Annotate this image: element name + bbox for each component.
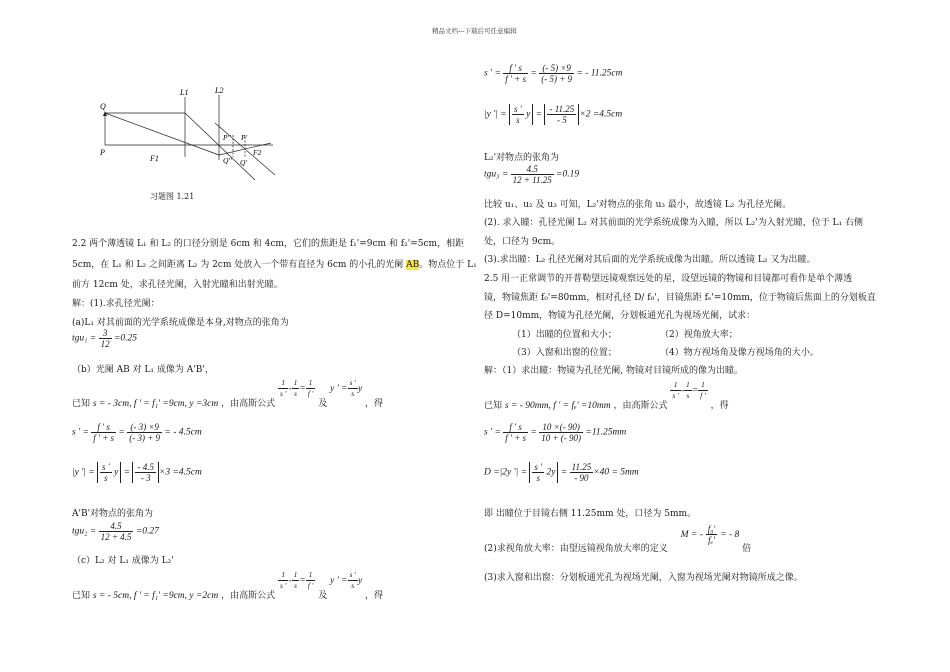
exit-pupil-text: (3).求出瞳：L₂ 孔径光阑对其后面的光学系统成像为出瞳。所以透镜 L₂ 又为出瞳。 <box>484 255 816 265</box>
known3-values: s = - 90mm, f ' = fₑ' =10mm <box>504 401 611 411</box>
tgu2-rhs: =0.27 <box>135 526 159 537</box>
sp1-lhs: s ' = <box>72 427 89 438</box>
highlight-ab: AB <box>406 260 420 270</box>
mag-eq-lhs: M = - <box>680 530 703 540</box>
tgu1-equation <box>72 328 137 349</box>
apbp-angle-text: A'B'对物点的张角为 <box>72 509 154 519</box>
sp3-frac2: $\frac{10 \times(- 90)}{10 + (- 90)}$ <box>541 422 582 443</box>
mag-fraction: $\frac{\text{f₀'}}{\text{fₑ'}}$ <box>707 524 716 545</box>
problem-2-2-line2 <box>72 257 477 270</box>
sprime1-equation: s ' = $\frac{f ' s}{f ' + s}$ = $\frac{(- 3) \times 9}{(- 3) + 9}$ = - 4.5cm <box>72 422 202 443</box>
tgu1-fraction <box>99 328 112 349</box>
figure-label-p1: P' <box>241 133 248 142</box>
problem-2-2-line1: 2.2 两个薄透镜 L₁ 和 L₂ 的口径分别是 6cm 和 4cm，它们的焦距是 f₁'=9cm 和 f₂'=5cm，相距 <box>72 239 465 249</box>
optics-figure <box>95 85 280 185</box>
known1-gauss-text: ，由高斯公式 <box>221 399 276 409</box>
solution-step-b: （b）光阑 AB 对 L₁ 成像为 A'B'， <box>72 365 214 375</box>
figure-label-l1: L1 <box>180 88 189 97</box>
sp2-frac2: $\frac{(- 5) \times 9}{(- 5) + 9}$ <box>541 63 573 84</box>
sprime3-equation: s ' = $\frac{f ' s}{f ' + s}$ = $\frac{10 \times(- 90)}{10 + (- 90)}$ =11.25mm <box>484 422 627 443</box>
problem-2-5-line1: 2.5 用一正常调节的开普勒望远镜观察远处的星，设望远镜的物镜和目镜都可看作是单个薄透 <box>484 274 853 284</box>
yprime1-equation: |y '| = $\frac{s '}{s}$ y = $\frac{- 4.5}{- 3}$ ×3 =4.5cm <box>72 462 202 483</box>
yp1-abs2: $\frac{- 4.5}{- 3}$ <box>132 462 159 483</box>
known1-prefix: 已知 <box>72 399 91 409</box>
solution-step-a: (a)L₁ 对其前面的光学系统成像是本身,对物点的张角为 <box>72 318 289 328</box>
sp3-frac: $\frac{f ' s}{f ' + s}$ <box>505 422 527 443</box>
known2-end: ，得 <box>365 591 384 601</box>
yp1-abs: $\frac{s '}{s}$ y <box>97 462 121 483</box>
gauss3-frac-b: $\frac{1}{s}$ <box>685 380 690 400</box>
gauss1-frac-c: $\frac{1}{f '}$ <box>307 378 314 398</box>
question-1: （1）出瞳的位置和大小； <box>512 330 617 340</box>
known-line-3: 已知 s = - 90mm, f ' = fₑ' =10mm ，由高斯公式 $\frac{1}{s '}$ - $\frac{1}{s}$ = $\frac{1}{f '}$ ，得 <box>484 380 729 411</box>
sprime2-equation: s ' = $\frac{f ' s}{f ' + s}$ = $\frac{(- 5) \times 9}{(- 5) + 9}$ = - 11.25cm <box>484 63 623 84</box>
tgu1-den: 12 <box>100 339 110 349</box>
tgu1-num: 3 <box>99 328 112 339</box>
figure-label-f2: F2 <box>253 148 262 157</box>
problem-2-5-line3: 径 D=10mm，物镜为孔径光阑，分划板通光孔为视场光阑，试求： <box>484 311 756 321</box>
tgu1-rhs: =0.25 <box>113 333 138 344</box>
figure-label-l2: L2 <box>215 86 224 95</box>
question-2: （2）视角放大率； <box>660 330 738 340</box>
sp2-rhs: = - 11.25cm <box>576 68 623 79</box>
gauss1-frac-b: $\frac{1}{s}$ <box>293 378 298 398</box>
mag1-lhs: y ' = <box>330 384 348 394</box>
figure-label-p2: P'' <box>223 133 231 142</box>
tgu2-fraction: $\frac{4.5}{12 + 4.5}$ <box>100 521 132 542</box>
known3-end: ，得 <box>710 401 729 411</box>
magnification-text: (2)求视角放大率：由望远镜视角放大率的定义 <box>484 544 668 554</box>
gauss3-frac-a: $\frac{1}{s '}$ <box>672 380 679 400</box>
solution-step-c: （c）L₂ 对 L₁ 成像为 L₂' <box>72 556 174 566</box>
D-frac: $\frac{11.25}{- 90}$ <box>571 462 592 483</box>
tgu2-equation <box>72 521 159 542</box>
known2-prefix: 已知 <box>72 591 91 601</box>
windows-text: (3)求入窗和出窗：分划板通光孔为视场光阑，入窗为视场光阑对物镜所成之像。 <box>484 573 803 583</box>
gauss2-frac-a: $\frac{1}{s '}$ <box>280 570 287 590</box>
tgu3-fraction: $\frac{4.5}{12 + 11.25}$ <box>512 164 552 185</box>
mag-unit: 倍 <box>742 544 752 554</box>
known-line-2: 已知 s = - 5cm, f ' = f₁' =9cm, y =2cm ，由高斯公式 $\frac{1}{s '}$ - $\frac{1}{s}$ = $\frac{1}{f '}$ 及 y ' = $\frac{s '}{s}$ y ，得 <box>72 570 384 601</box>
mag2-lhs: y ' = <box>330 576 348 586</box>
known2-gauss-text: ，由高斯公式 <box>221 591 276 601</box>
page-header: 精品文档---下载后可任意编辑 <box>432 27 517 35</box>
gauss3-frac-c: $\frac{1}{f '}$ <box>700 380 706 400</box>
magnification-line <box>484 524 752 554</box>
sp2-lhs: s ' = <box>484 68 501 79</box>
yprime2-equation: |y '| = $\frac{s '}{s}$ y = $\frac{- 11.25}{- 5}$ ×2 =4.5cm <box>484 104 623 125</box>
known2-values: s = - 5cm, f ' = f₁' =9cm, y =2cm <box>92 591 219 601</box>
tgu3-lhs: tgu₃ = <box>484 169 509 180</box>
D-abs: $\frac{s '}{s}$ 2y <box>529 462 558 483</box>
entry-pupil-line1: (2). 求入瞳：孔径光阑 L₂ 对其前面的光学系统成像为入瞳，所以 L₂'为入射光瞳，位于 L₁ 右侧 <box>484 218 864 228</box>
yp2-abs2: $\frac{- 11.25}{- 5}$ <box>544 104 579 125</box>
tgu3-rhs: =0.19 <box>556 169 580 180</box>
known3-gauss-text: ，由高斯公式 <box>613 401 668 411</box>
known3-prefix: 已知 <box>484 401 503 411</box>
figure-label-f1: F1 <box>150 154 159 163</box>
question-3: （3）入窗和出窗的位置； <box>512 348 617 358</box>
figure-label-q: Q <box>100 102 106 111</box>
sp1-frac2: $\frac{(- 3) \times 9}{(- 3) + 9}$ <box>129 422 161 443</box>
tgu1-lhs: tgu₁ = <box>72 333 97 344</box>
yp2-abs: $\frac{s '}{s}$ y <box>509 104 533 125</box>
yp2-rhs: ×2 =4.5cm <box>579 109 623 120</box>
gauss2-frac-c: $\frac{1}{f '}$ <box>307 570 314 590</box>
figure-caption: 习题图 1.21 <box>150 192 195 201</box>
question-4: （4）物方视场角及像方视场角的大小。 <box>660 348 819 358</box>
problem-2-2-line2-end: 。物点位于 L₁ <box>419 260 477 270</box>
sp3-lhs: s ' = <box>484 427 501 438</box>
sp2-frac: $\frac{f ' s}{f ' + s}$ <box>505 63 527 84</box>
exit-pupil-position: 即 出瞳位于目镜右侧 11.25mm 处，口径为 5mm。 <box>484 509 697 519</box>
figure-label-q1: Q' <box>240 158 248 167</box>
compare-text: 比较 u₁、u₂ 及 u₃ 可知，L₂'对物点的张角 u₃ 最小，故透镜 L₂ 为孔径光阑。 <box>484 200 792 210</box>
tgu2-lhs: tgu₂ = <box>72 526 97 537</box>
yp1-rhs: ×3 =4.5cm <box>158 467 202 478</box>
tgu3-equation <box>484 164 579 185</box>
sp1-frac: $\frac{f ' s}{f ' + s}$ <box>93 422 115 443</box>
mag-eq-rhs: = - 8 <box>720 530 740 540</box>
problem-2-2-line2-text: 5cm，在 L₁ 和 L₂ 之间距离 L₂ 为 2cm 处放入一个带有直径为 6cm 的小孔的光阑 <box>72 260 407 270</box>
known1-and: 及 <box>318 399 328 409</box>
problem-2-5-line2: 镜，物镜焦距 f₀'=80mm，相对孔径 D/ f₀'，目镜焦距 fₑ'=10mm，位于物镜后焦面上的分划板直 <box>484 293 876 303</box>
gauss1-frac-a: $\frac{1}{s '}$ <box>280 378 287 398</box>
solution-2-5: 解：（1）求出瞳：物镜为孔径光阑, 物镜对目镜所成的像为出瞳。 <box>484 366 743 376</box>
entry-pupil-line2: 处，口径为 9cm。 <box>484 237 561 247</box>
known2-and: 及 <box>318 591 328 601</box>
D-rhs: ×40 = 5mm <box>593 467 639 478</box>
mag2-frac: $\frac{s '}{s}$ <box>349 570 356 590</box>
yp2-lhs: |y '| = <box>484 109 507 120</box>
mag1-frac: $\frac{s '}{s}$ <box>349 378 356 398</box>
problem-2-2-line3: 前方 12cm 处，求孔径光阑，入射光瞳和出射光瞳。 <box>72 280 283 290</box>
D-lhs: D =|2y '| = <box>484 467 528 478</box>
sp3-rhs: =11.25mm <box>585 427 627 438</box>
figure-label-q2: Q'' <box>223 156 232 165</box>
exit-pupil-diameter-equation: D =|2y '| = $\frac{s '}{s}$ 2y = $\frac{11.25}{- 90}$ ×40 = 5mm <box>484 462 639 483</box>
sp1-rhs: = - 4.5cm <box>164 427 202 438</box>
known-line-1: 已知 s = - 3cm, f ' = f₁' =9cm, y =3cm ，由高斯公式 $\frac{1}{s '}$ - $\frac{1}{s}$ = $\frac{1}{f '}$ 及 y ' = $\frac{s '}{s}$ y ，得 <box>72 378 384 409</box>
l2p-angle-text: L₂'对物点的张角为 <box>484 153 560 163</box>
known1-end: ，得 <box>365 399 384 409</box>
gauss2-frac-b: $\frac{1}{s}$ <box>293 570 298 590</box>
solution-step-1: 解：(1).求孔径光阑： <box>72 299 160 309</box>
known1-values: s = - 3cm, f ' = f₁' =9cm, y =3cm <box>92 399 219 409</box>
figure-label-p: P <box>100 148 105 157</box>
yp1-lhs: |y '| = <box>72 467 95 478</box>
